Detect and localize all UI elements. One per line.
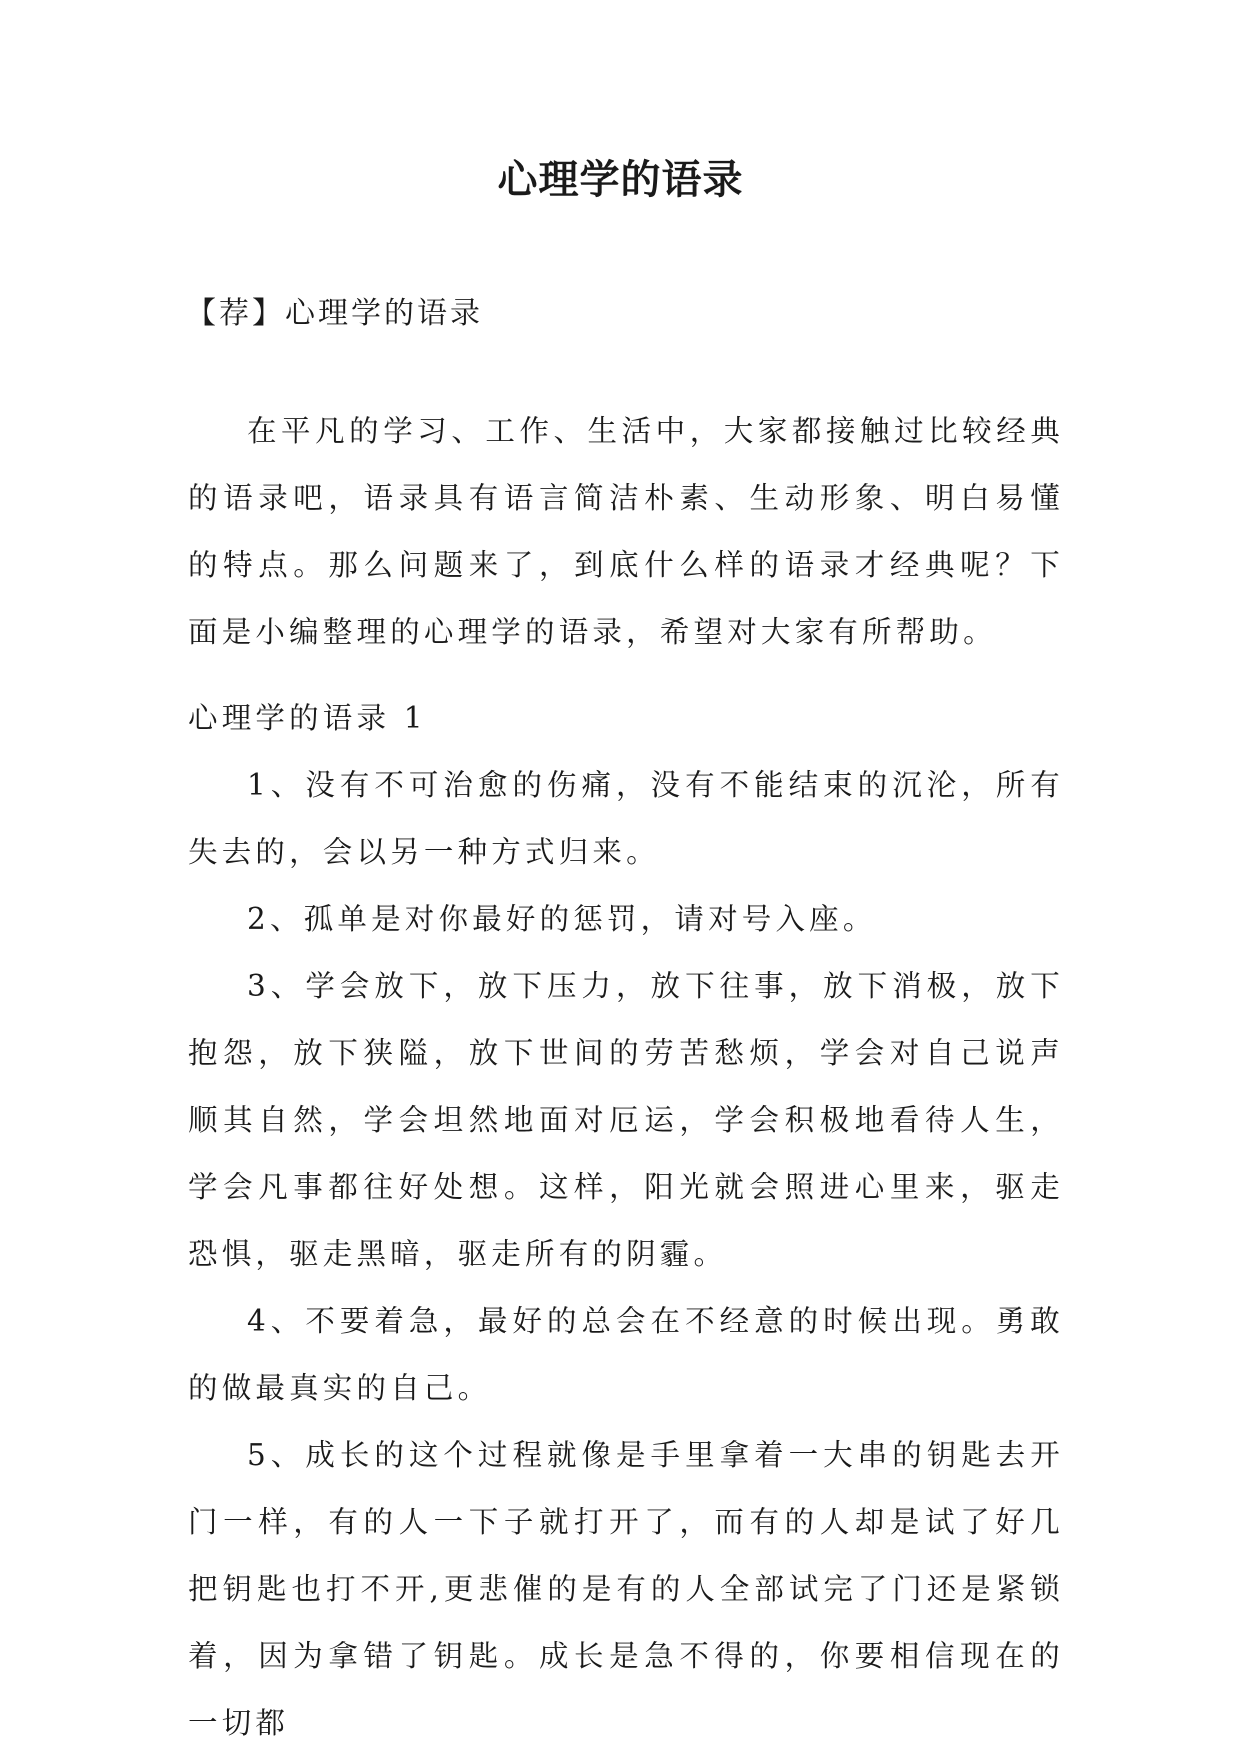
intro-section — [188, 398, 1064, 666]
document-title: 心理学的语录 — [497, 157, 744, 203]
document-subtitle: 【荐】心理学的语录 — [186, 296, 483, 331]
quote-item: 5、成长的这个过程就像是手里拿着一大串的钥匙去开门一样，有的人一下子就打开了，而有的人却是试了好几把钥匙也打不开,更悲催的是有的人全部试完了门还是紧锁着，因为拿错了钥匙。成长是急不得的，你要相信现在的一切都 — [188, 1438, 1064, 1740]
intro-paragraph: 在平凡的学习、工作、生活中，大家都接触过比较经典的语录吧，语录具有语言简洁朴素、生动形象、明白易懂的特点。那么问题来了，到底什么样的语录才经典呢？下面是小编整理的心理学的语录，希望对大家有所帮助。 — [188, 414, 1064, 649]
quote-item: 2、孤单是对你最好的惩罚，请对号入座。 — [247, 902, 877, 936]
section-heading: 心理学的语录 1 — [188, 701, 427, 735]
quote-item: 3、学会放下，放下压力，放下往事，放下消极，放下抱怨，放下狭隘，放下世间的劳苦愁烦，学会对自己说声顺其自然，学会坦然地面对厄运，学会积极地看待人生，学会凡事都往好处想。这样，阳光就会照进心里来，驱走恐惧，驱走黑暗，驱走所有的阴霾。 — [188, 969, 1064, 1271]
quote-item: 1、没有不可治愈的伤痛，没有不能结束的沉沦，所有失去的，会以另一种方式归来。 — [188, 768, 1064, 869]
quote-list — [188, 752, 1064, 1757]
quote-item: 4、不要着急，最好的总会在不经意的时候出现。勇敢的做最真实的自己。 — [188, 1304, 1064, 1405]
